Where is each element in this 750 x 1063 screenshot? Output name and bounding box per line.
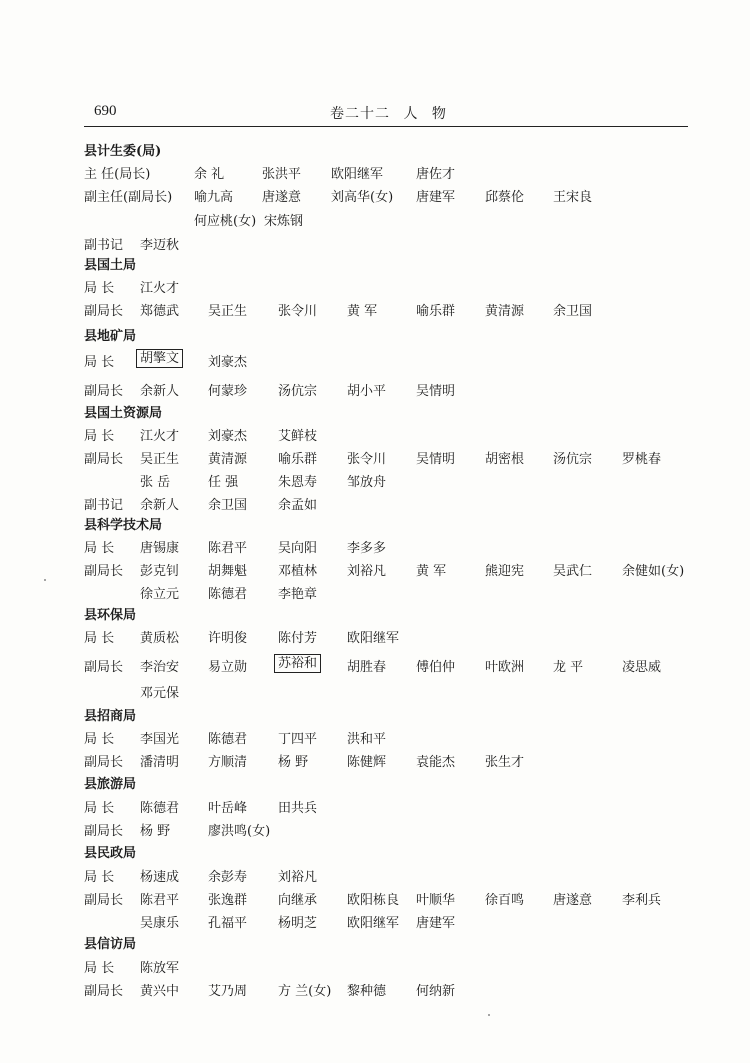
position-title: 局 长 [84,961,115,976]
person-name: 刘裕凡 [278,870,318,885]
entry-row [84,234,704,252]
person-name: 向继承 [278,893,318,908]
person-name: 余彭寿 [208,870,248,885]
person-name: 熊迎宪 [485,564,525,579]
person-name: 刘高华(女) [331,190,394,205]
position-title: 局 长 [84,541,115,556]
person-name: 杨速成 [140,870,180,885]
section-heading: 县地矿局 [84,329,137,344]
person-name: 江火才 [140,281,180,296]
person-name: 吴向阳 [278,541,318,556]
entry-row [84,656,704,674]
page-number: 690 [94,103,117,119]
person-name: 李国光 [140,732,180,747]
person-name: 吴情明 [416,452,456,467]
person-name: 艾鲜枝 [278,429,318,444]
entry-row [84,537,704,555]
position-title: 局 长 [84,281,115,296]
entry-row [84,448,704,466]
person-name: 杨 野 [278,755,309,770]
person-name: 邱蔡伦 [485,190,525,205]
position-title: 副主任(副局长) [84,190,173,205]
person-name: 邓植林 [278,564,318,579]
position-title: 副局长 [84,452,124,467]
person-name: 陈德君 [208,732,248,747]
position-title: 局 长 [84,801,115,816]
entry-row [84,682,704,700]
person-name: 吴正生 [208,304,248,319]
entry-row [84,380,704,398]
person-name: 苏裕和 [274,654,321,673]
person-name: 余卫国 [553,304,593,319]
person-name: 余卫国 [208,498,248,513]
entry-row [84,912,704,930]
entry-row [84,627,704,645]
person-name: 郑德武 [140,304,180,319]
person-name: 龙 平 [553,660,584,675]
person-name: 艾乃周 [208,984,248,999]
person-name: 徐百鸣 [485,893,525,908]
person-name: 李利兵 [622,893,662,908]
person-name: 汤伉宗 [278,384,318,399]
person-name: 喻乐群 [278,452,318,467]
entry-row [84,866,704,884]
position-title: 副书记 [84,498,124,513]
person-name: 洪和平 [347,732,387,747]
entry-row [84,820,704,838]
person-name: 方 兰(女) [278,984,332,999]
person-name: 余孟如 [278,498,318,513]
person-name: 李艳章 [278,587,318,602]
entry-row [84,797,704,815]
person-name: 孔福平 [208,916,248,931]
person-name: 欧阳栋良 [347,893,400,908]
position-title: 副局长 [84,304,124,319]
person-name: 张生才 [485,755,525,770]
person-name: 黄 军 [416,564,447,579]
position-title: 副局长 [84,384,124,399]
person-name: 杨 野 [140,824,171,839]
person-name: 喻九高 [194,190,234,205]
person-name: 陈君平 [140,893,180,908]
section-heading: 县招商局 [84,709,137,724]
chapter-title: 卷二十二 人 物 [330,106,447,122]
person-name: 黄兴中 [140,984,180,999]
person-name: 方顺清 [208,755,248,770]
position-title: 局 长 [84,870,115,885]
section-heading: 县科学技术局 [84,518,163,533]
person-name: 喻乐群 [416,304,456,319]
position-title: 副局长 [84,893,124,908]
person-name: 任 强 [208,475,239,490]
person-name: 唐佐才 [416,167,456,182]
entry-row [84,728,704,746]
person-name: 胡舞魁 [208,564,248,579]
person-name: 李多多 [347,541,387,556]
person-name: 陈德君 [140,801,180,816]
position-title: 局 长 [84,355,115,370]
section-heading: 县信访局 [84,937,137,952]
person-name: 刘豪杰 [208,429,248,444]
person-name: 田共兵 [278,801,318,816]
person-name: 陈健辉 [347,755,387,770]
entry-row [84,163,704,181]
position-title: 局 长 [84,631,115,646]
position-title: 局 长 [84,732,115,747]
person-name: 罗桃春 [622,452,662,467]
position-title: 副局长 [84,564,124,579]
person-name: 刘裕凡 [347,564,387,579]
person-name: 汤伉宗 [553,452,593,467]
person-name: 吴武仁 [553,564,593,579]
entry-row [84,980,704,998]
person-name: 张令川 [347,452,387,467]
person-name: 胡小平 [347,384,387,399]
person-name: 何纳新 [416,984,456,999]
person-name: 余 礼 [194,167,225,182]
person-name: 吴情明 [416,384,456,399]
person-name: 陈德君 [208,587,248,602]
person-name: 唐锡康 [140,541,180,556]
person-name: 张令川 [278,304,318,319]
person-name: 胡擎文 [136,349,183,368]
scan-speck [488,1014,490,1016]
entry-row [84,494,704,512]
person-name: 易立勋 [208,660,248,675]
person-name: 黎种德 [347,984,387,999]
entry-row [84,277,704,295]
person-name: 欧阳继军 [347,916,400,931]
person-name: 傅伯仲 [416,660,456,675]
entry-row [84,210,704,228]
person-name: 陈君平 [208,541,248,556]
person-name: 何蒙珍 [208,384,248,399]
person-name: 邓元保 [140,686,180,701]
person-name: 余健如(女) [622,564,685,579]
person-name: 叶顺华 [416,893,456,908]
position-title: 副局长 [84,755,124,770]
entry-row [84,351,704,369]
person-name: 欧阳继军 [347,631,400,646]
person-name: 邹放舟 [347,475,387,490]
entry-row [84,186,704,204]
person-name: 杨明芝 [278,916,318,931]
person-name: 胡密根 [485,452,525,467]
person-name: 袁能杰 [416,755,456,770]
person-name: 叶欧洲 [485,660,525,675]
person-name: 凌思威 [622,660,662,675]
position-title: 副局长 [84,660,124,675]
person-name: 黄 军 [347,304,378,319]
section-heading: 县旅游局 [84,777,137,792]
person-name: 张逸群 [208,893,248,908]
section-heading: 县国土资源局 [84,406,163,421]
position-title: 主 任(局长) [84,167,151,182]
entry-row [84,471,704,489]
person-name: 欧阳继军 [331,167,384,182]
person-name: 李迈秋 [140,238,180,253]
scan-speck [44,579,46,581]
person-name: 潘清明 [140,755,180,770]
person-name: 胡胜春 [347,660,387,675]
person-name: 张 岳 [140,475,171,490]
position-title: 副局长 [84,824,124,839]
person-name: 唐遂意 [553,893,593,908]
person-name: 王宋良 [553,190,593,205]
person-name: 吴康乐 [140,916,180,931]
person-name: 陈付芳 [278,631,318,646]
section-heading: 县计生委(局) [84,144,162,159]
person-name: 黄质松 [140,631,180,646]
person-name: 张洪平 [262,167,302,182]
section-heading: 县国土局 [84,258,137,273]
entry-row [84,889,704,907]
person-name: 余新人 [140,498,180,513]
entry-row [84,957,704,975]
entry-row [84,583,704,601]
person-name: 宋炼钢 [264,214,304,229]
person-name: 何应桃(女) [194,214,257,229]
person-name: 彭克钊 [140,564,180,579]
section-heading: 县环保局 [84,608,137,623]
entry-row [84,751,704,769]
person-name: 李治安 [140,660,180,675]
person-name: 丁四平 [278,732,318,747]
person-name: 刘豪杰 [208,355,248,370]
position-title: 副局长 [84,984,124,999]
person-name: 唐建军 [416,190,456,205]
person-name: 许明俊 [208,631,248,646]
entry-row [84,560,704,578]
person-name: 唐建军 [416,916,456,931]
person-name: 黄清源 [208,452,248,467]
person-name: 唐遂意 [262,190,302,205]
person-name: 朱恩寿 [278,475,318,490]
person-name: 余新人 [140,384,180,399]
person-name: 廖洪鸣(女) [208,824,271,839]
position-title: 局 长 [84,429,115,444]
position-title: 副书记 [84,238,124,253]
person-name: 黄清源 [485,304,525,319]
person-name: 徐立元 [140,587,180,602]
entry-row [84,425,704,443]
person-name: 江火才 [140,429,180,444]
person-name: 吴正生 [140,452,180,467]
entry-row [84,300,704,318]
person-name: 陈放军 [140,961,180,976]
section-heading: 县民政局 [84,846,137,861]
person-name: 叶岳峰 [208,801,248,816]
